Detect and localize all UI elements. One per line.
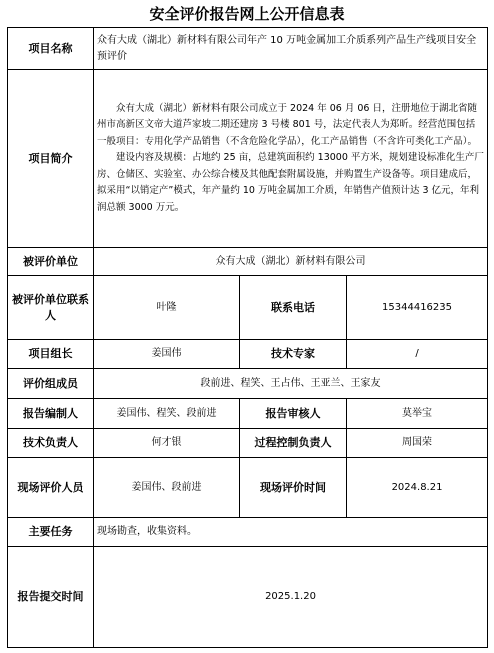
project-name-value: 众有大成（湖北）新材料有限公司年产 10 万吨金属加工介质系列产品生产线项目安全预评价 (94, 28, 488, 70)
summary-paragraph: 建设内容及规模：占地约 25 亩，总建筑面积约 13000 平方米，规划建设标准化生产厂房、仓储区、实验室、办公综合楼及其他配套附属设施，并购置生产设备等。项目建成后，拟采用“以销定产”模式，年产量约 10 万吨金属加工介质，年销售产值预计达 3 亿元，年利润总额 3000 万元。 (97, 152, 484, 213)
table-row (8, 547, 488, 648)
table-row (8, 248, 488, 276)
evaluated-unit-label: 被评价单位 (8, 248, 94, 276)
tech-lead-label: 技术负责人 (8, 429, 94, 458)
expert-label: 技术专家 (240, 340, 347, 369)
table-row (8, 458, 488, 518)
process-value: 周国荣 (347, 429, 488, 458)
site-staff-value: 姜国伟、段前进 (94, 458, 240, 518)
project-summary-label: 项目简介 (8, 70, 94, 248)
process-label: 过程控制负责人 (240, 429, 347, 458)
tech-lead-value: 何才银 (94, 429, 240, 458)
phone-label: 联系电话 (240, 276, 347, 340)
site-time-value: 2024.8.21 (347, 458, 488, 518)
table-row (8, 429, 488, 458)
project-summary-value (94, 70, 488, 248)
expert-value: / (347, 340, 488, 369)
submit-time-label: 报告提交时间 (8, 547, 94, 648)
table-row (8, 369, 488, 399)
table-row (8, 276, 488, 340)
table-row (8, 70, 488, 248)
summary-paragraph: 众有大成（湖北）新材料有限公司成立于 2024 年 06 月 06 日，注册地位于湖北省随州市高新区文帝大道芦家坡二期还建房 3 号楼 801 号，法定代表人为郑昕。经营范围包括一般项目：专用化学产品销售（不含危险化学品），化工产品销售（不含许可类化工产品）。 (97, 102, 478, 147)
site-staff-label: 现场评价人员 (8, 458, 94, 518)
report-prep-label: 报告编制人 (8, 399, 94, 429)
reviewer-label: 报告审核人 (240, 399, 347, 429)
page-title: 安全评价报告网上公开信息表 (149, 5, 345, 23)
main-task-value: 现场勘查，收集资料。 (94, 518, 488, 547)
evaluated-unit-value: 众有大成（湖北）新材料有限公司 (94, 248, 488, 276)
reviewer-value: 莫举宝 (347, 399, 488, 429)
team-leader-label: 项目组长 (8, 340, 94, 369)
submit-time-value: 2025.1.20 (94, 547, 488, 648)
table-row (8, 399, 488, 429)
project-name-label: 项目名称 (8, 28, 94, 70)
table-row (8, 340, 488, 369)
contact-name: 叶隆 (94, 276, 240, 340)
report-prep-value: 姜国伟、程笑、段前进 (94, 399, 240, 429)
site-time-label: 现场评价时间 (240, 458, 347, 518)
team-members-label: 评价组成员 (8, 369, 94, 399)
team-leader-value: 姜国伟 (94, 340, 240, 369)
table-row (8, 28, 488, 70)
main-task-label: 主要任务 (8, 518, 94, 547)
info-table (7, 27, 488, 648)
contact-label: 被评价单位联系人 (8, 276, 94, 340)
team-members-value: 段前进、程笑、王占伟、王亚兰、王家友 (94, 369, 488, 399)
table-row (8, 518, 488, 547)
phone-value: 15344416235 (347, 276, 488, 340)
